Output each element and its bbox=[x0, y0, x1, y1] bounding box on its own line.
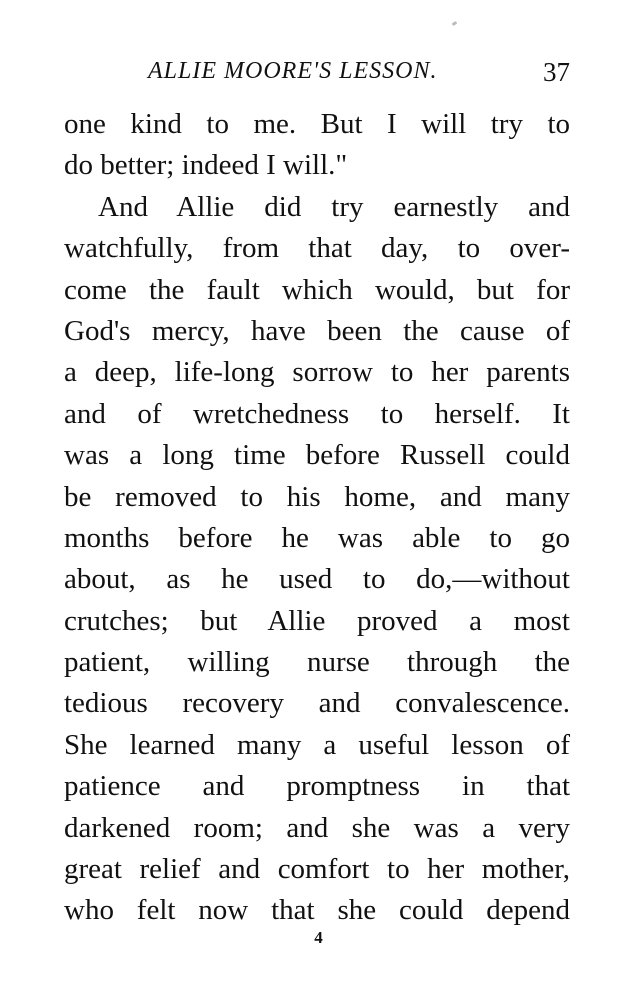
text-line: do better; indeed I will." bbox=[64, 149, 348, 182]
text-line: crutches; but Allie proved a most bbox=[64, 604, 570, 637]
text-line: patience and promptness in that bbox=[64, 770, 570, 803]
text-line: come the fault which would, but for bbox=[64, 273, 570, 306]
text-line: was a long time before Russell could bbox=[64, 439, 570, 472]
text-line: be removed to his home, and many bbox=[64, 480, 570, 513]
text-line: patient, willing nurse through the bbox=[64, 646, 570, 679]
page-number: 37 bbox=[543, 57, 570, 87]
text-line: a deep, life-long sorrow to her parents bbox=[64, 356, 570, 389]
running-head bbox=[64, 58, 572, 92]
text-line: great relief and comfort to her mother, bbox=[64, 853, 570, 886]
text-line: and of wretchedness to herself. It bbox=[64, 397, 570, 430]
signature-mark: 4 bbox=[314, 928, 323, 947]
text-line: She learned many a useful lesson of bbox=[64, 728, 570, 761]
paper-speck bbox=[452, 21, 458, 26]
text-line: about, as he used to do,—without bbox=[64, 563, 570, 596]
paragraph-start-line: And Allie did try earnestly and bbox=[98, 190, 570, 223]
text-line: one kind to me. But I will try to bbox=[64, 108, 570, 140]
running-title: ALLIE MOORE'S LESSON. bbox=[148, 58, 438, 84]
text-line: darkened room; and she was a very bbox=[64, 811, 570, 844]
text-line: God's mercy, have been the cause of bbox=[64, 314, 570, 347]
text-line: months before he was able to go bbox=[64, 521, 570, 554]
text-line: tedious recovery and convalescence. bbox=[64, 687, 570, 720]
text-line: who felt now that she could depend bbox=[64, 894, 570, 927]
body-text bbox=[64, 104, 570, 932]
text-line: watchfully, from that day, to over- bbox=[64, 232, 570, 265]
